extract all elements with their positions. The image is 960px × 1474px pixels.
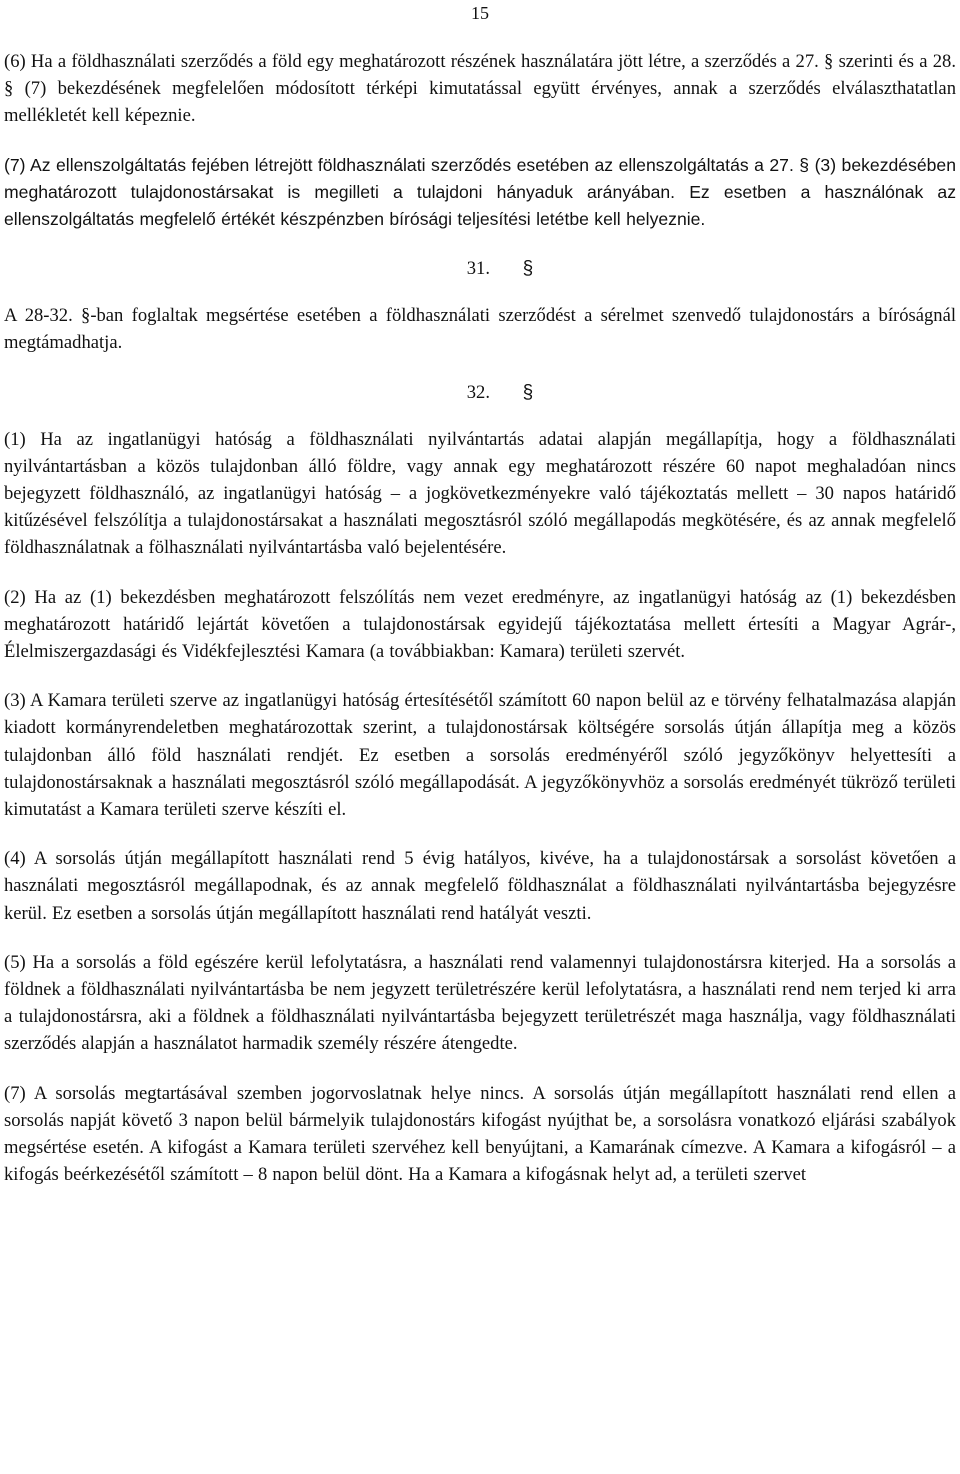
section-sign: §	[522, 381, 534, 403]
section-heading-32	[4, 379, 956, 406]
section-number: 32.	[466, 381, 490, 403]
section-heading-31	[4, 255, 956, 282]
section-32-paragraph-2: (2) Ha az (1) bekezdésben meghatározott felszólítás nem vezet eredményre, az ingatlanügyi hatóság az (1) bekezdésben meghatározott határidő lejártát követően a tulajdonostársak egyidejű tájékoztatása mellett értesíti a Magyar Agrár-, Élelmiszergazdasági és Vidékfejlesztési Kamara (a továbbiakban: Kamara) területi szervét.	[4, 586, 956, 663]
paragraph-7: (7) Az ellenszolgáltatás fejében létrejött földhasználati szerződés esetében az ellenszolgáltatás a 27. § (3) bekezdésében meghatározott tulajdonostársakat is megilleti a tulajdoni hányaduk arányában. Ez esetben a használónak az ellenszolgáltatás megfelelő értékét készpénzben bírósági teljesítési letétbe kell helyeznie.	[4, 154, 956, 230]
section-32-paragraph-5: (5) Ha a sorsolás a föld egészére kerül lefolytatásra, a használati rend valamennyi tulajdonostársra kiterjed. Ha a sorsolás a földnek a földhasználati nyilvántartásba be nem jegyzett területrészére kerül lefolytatásra, a használati rend nem terjed ki arra a tulajdonostársra, aki a földnek a földhasználati nyilvántartásba bejegyzett területrészét maga használja, vagy földhasználati szerződés alapján a használatot harmadik személy részére átengedte.	[4, 951, 956, 1055]
section-31-paragraph: A 28-32. §-ban foglaltak megsértése esetében a földhasználati szerződést a sérelmet szenvedő tulajdonostárs a bíróságnál megtámadhatja.	[4, 305, 956, 354]
section-32-paragraph-1: (1) Ha az ingatlanügyi hatóság a földhasználati nyilvántartás adatai alapján megállapítja, hogy a földhasználati nyilvántartásban a közös tulajdonban álló földre, vagy annak egy meghatározott részére 60 napot meghaladóan nincs bejegyzett földhasználó, az ingatlanügyi hatóság – a jogkövetkezményekre való tájékoztatás mellett – 30 napos határidő kitűzésével felszólítja a tulajdonostársakat a használati megosztásról szóló megállapodás megkötésére, és az annak megfelelő földhasználatnak a fölhasználati nyilvántartásba való bejelentésére.	[4, 428, 956, 559]
page-number: 15	[471, 3, 489, 23]
section-32-paragraph-7: (7) A sorsolás megtartásával szemben jogorvoslatnak helye nincs. A sorsolás útján megállapított használati rend ellen a sorsolás napját követő 3 napon belül bármelyik tulajdonostárs kifogást nyújthat be, a sorsolásra vonatkozó eljárási szabályok megsértése esetén. A kifogást a Kamara területi szervéhez kell benyújtani, a Kamarának címezve. A Kamara a kifogásról – a kifogás beérkezésétől számított – 8 napon belül dönt. Ha a Kamara a kifogásnak helyt ad, a területi szervet	[4, 1082, 956, 1186]
section-32-paragraph-4: (4) A sorsolás útján megállapított használati rend 5 évig hatályos, kivéve, ha a tulajdonostársak a sorsolást követően a használati megosztásról megállapodnak, és az annak megfelelő földhasználat a földhasználati nyilvántartásba bejegyzésre kerül. Ez esetben a sorsolás útján megállapított használati rend hatályát veszti.	[4, 848, 956, 924]
section-32-paragraph-3: (3) A Kamara területi szerve az ingatlanügyi hatóság értesítésétől számított 60 napon belül az e törvény felhatalmazása alapján kiadott kormányrendeletben meghatározottak szerint, a tulajdonostársak költségére sorsolás útján állapítja meg a közös tulajdonban álló föld használati rendjét. Ez esetben a sorsolás eredményéről szóló jegyzőkönyv helyettesíti a tulajdonostársaknak a használati megosztásról szóló megállapodását. A jegyzőkönyvhöz a sorsolás eredményét tükröző területi kimutatást a Kamara területi szerve készíti el.	[4, 690, 956, 821]
section-number: 31.	[466, 258, 490, 280]
paragraph-6: (6) Ha a földhasználati szerződés a föld egy meghatározott részének használatára jött létre, a szerződés a 27. § szerinti és a 28. § (7) bekezdésének megfelelően módosított térképi kimutatással együtt érvényes, annak a szerződés elválaszthatatlan mellékletét kell képeznie.	[4, 51, 956, 127]
section-sign: §	[522, 258, 534, 280]
document-body	[4, 48, 956, 1211]
